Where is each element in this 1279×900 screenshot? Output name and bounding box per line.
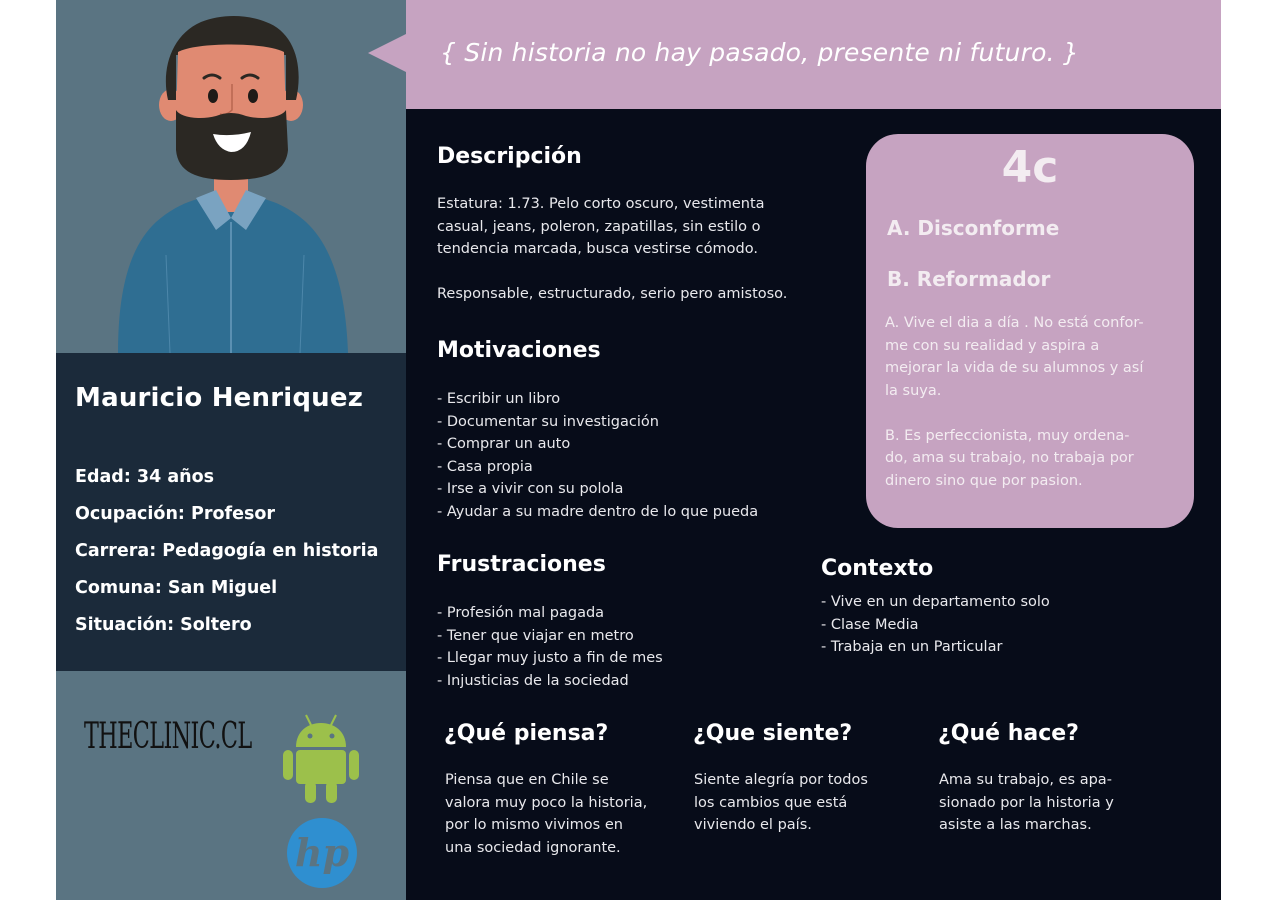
piensa-title: ¿Qué piensa? — [444, 721, 609, 746]
descripcion-title: Descripción — [437, 144, 582, 169]
list-item: - Trabaja en un Particular — [821, 639, 1003, 655]
list-item: - Comprar un auto — [437, 436, 571, 452]
avatar-icon — [56, 0, 406, 353]
text-line: por lo mismo vivimos en — [445, 817, 623, 833]
avatar-illustration — [56, 0, 406, 353]
brand-logos — [56, 671, 406, 900]
desc-line: mejorar la vida de su alumnos y así — [885, 360, 1144, 376]
contexto-title: Contexto — [821, 556, 934, 581]
android-icon — [281, 711, 361, 803]
personality-description — [885, 312, 1144, 492]
list-item: - Ayudar a su madre dentro de lo que pueda — [437, 503, 759, 520]
quote-text: { Sin historia no hay pasado, presente ni futuro. } — [440, 38, 1079, 67]
motivaciones-title: Motivaciones — [437, 338, 601, 363]
siente-body — [694, 769, 868, 837]
spacer — [885, 402, 1144, 425]
svg-text:hp: hp — [294, 830, 350, 875]
quote-pointer — [368, 34, 406, 72]
desc-line: dinero sino que por pasion. — [885, 472, 1083, 489]
quote-banner — [406, 0, 1221, 109]
desc-line: la suya. — [885, 382, 942, 399]
fact-situacion: Situación: Soltero — [75, 615, 252, 635]
text-line: Ama su trabajo, es apa- — [939, 772, 1112, 788]
text-line: los cambios que está — [694, 794, 848, 811]
list-item: - Llegar muy justo a fin de mes — [437, 650, 663, 666]
frustraciones-list — [437, 602, 663, 692]
frustraciones-title: Frustraciones — [437, 552, 606, 577]
fact-edad: Edad: 34 años — [75, 467, 215, 487]
hace-title: ¿Qué hace? — [938, 721, 1079, 746]
personality-type-a: A. Disconforme — [887, 216, 1060, 240]
list-item: - Injusticias de la sociedad — [437, 672, 629, 689]
desc-line: B. Es perfeccionista, muy ordena- — [885, 427, 1130, 444]
text-line: Piensa que en Chile se — [445, 772, 609, 788]
list-item: - Vive en un departamento solo — [821, 594, 1050, 610]
descripcion-line: casual, jeans, poleron, zapatillas, sin estilo o — [437, 218, 761, 235]
personality-type-card — [866, 134, 1194, 528]
desc-line: do, ama su trabajo, no trabaja por — [885, 450, 1134, 466]
theclinic-logo: THECLINIC.CL — [84, 716, 252, 757]
desc-line: A. Vive el dia a día . No está confor- — [885, 315, 1144, 331]
fact-ocupacion: Ocupación: Profesor — [75, 504, 276, 524]
hace-body — [939, 769, 1114, 837]
persona-facts — [75, 465, 378, 650]
piensa-body — [445, 769, 647, 859]
text-line: valora muy poco la historia, — [445, 794, 648, 811]
text-line: Siente alegría por todos — [694, 772, 868, 788]
fact-comuna: Comuna: San Miguel — [75, 578, 278, 598]
personality-type-b: B. Reformador — [887, 267, 1051, 291]
fact-carrera: Carrera: Pedagogía en historia — [75, 541, 379, 561]
list-item: - Documentar su investigación — [437, 413, 659, 430]
list-item: - Clase Media — [821, 616, 919, 633]
list-item: - Tener que viajar en metro — [437, 627, 634, 644]
contexto-list — [821, 591, 1050, 659]
list-item: - Irse a vivir con su polola — [437, 481, 624, 497]
motivaciones-list — [437, 388, 758, 523]
descripcion-line: tendencia marcada, busca vestirse cómodo. — [437, 241, 758, 257]
descripcion-line: Estatura: 1.73. Pelo corto oscuro, vestimenta — [437, 196, 765, 212]
siente-title: ¿Que siente? — [693, 721, 853, 746]
persona-details — [406, 109, 1221, 900]
spacer — [437, 261, 787, 284]
persona-sidebar — [56, 0, 406, 900]
persona-info-card — [56, 353, 406, 671]
descripcion-line: Responsable, estructurado, serio pero amistoso. — [437, 286, 788, 302]
descripcion-body — [437, 193, 787, 306]
desc-line: me con su realidad y aspira a — [885, 337, 1100, 354]
persona-name: Mauricio Henriquez — [75, 383, 364, 413]
list-item: - Casa propia — [437, 458, 533, 475]
text-line: viviendo el país. — [694, 817, 812, 833]
text-line: una sociedad ignorante. — [445, 839, 621, 856]
text-line: asiste a las marchas. — [939, 817, 1092, 833]
list-item: - Profesión mal pagada — [437, 605, 605, 621]
personality-code: 4c — [1001, 142, 1059, 193]
list-item: - Escribir un libro — [437, 391, 561, 407]
text-line: sionado por la historia y — [939, 794, 1114, 811]
hp-icon — [286, 817, 358, 889]
